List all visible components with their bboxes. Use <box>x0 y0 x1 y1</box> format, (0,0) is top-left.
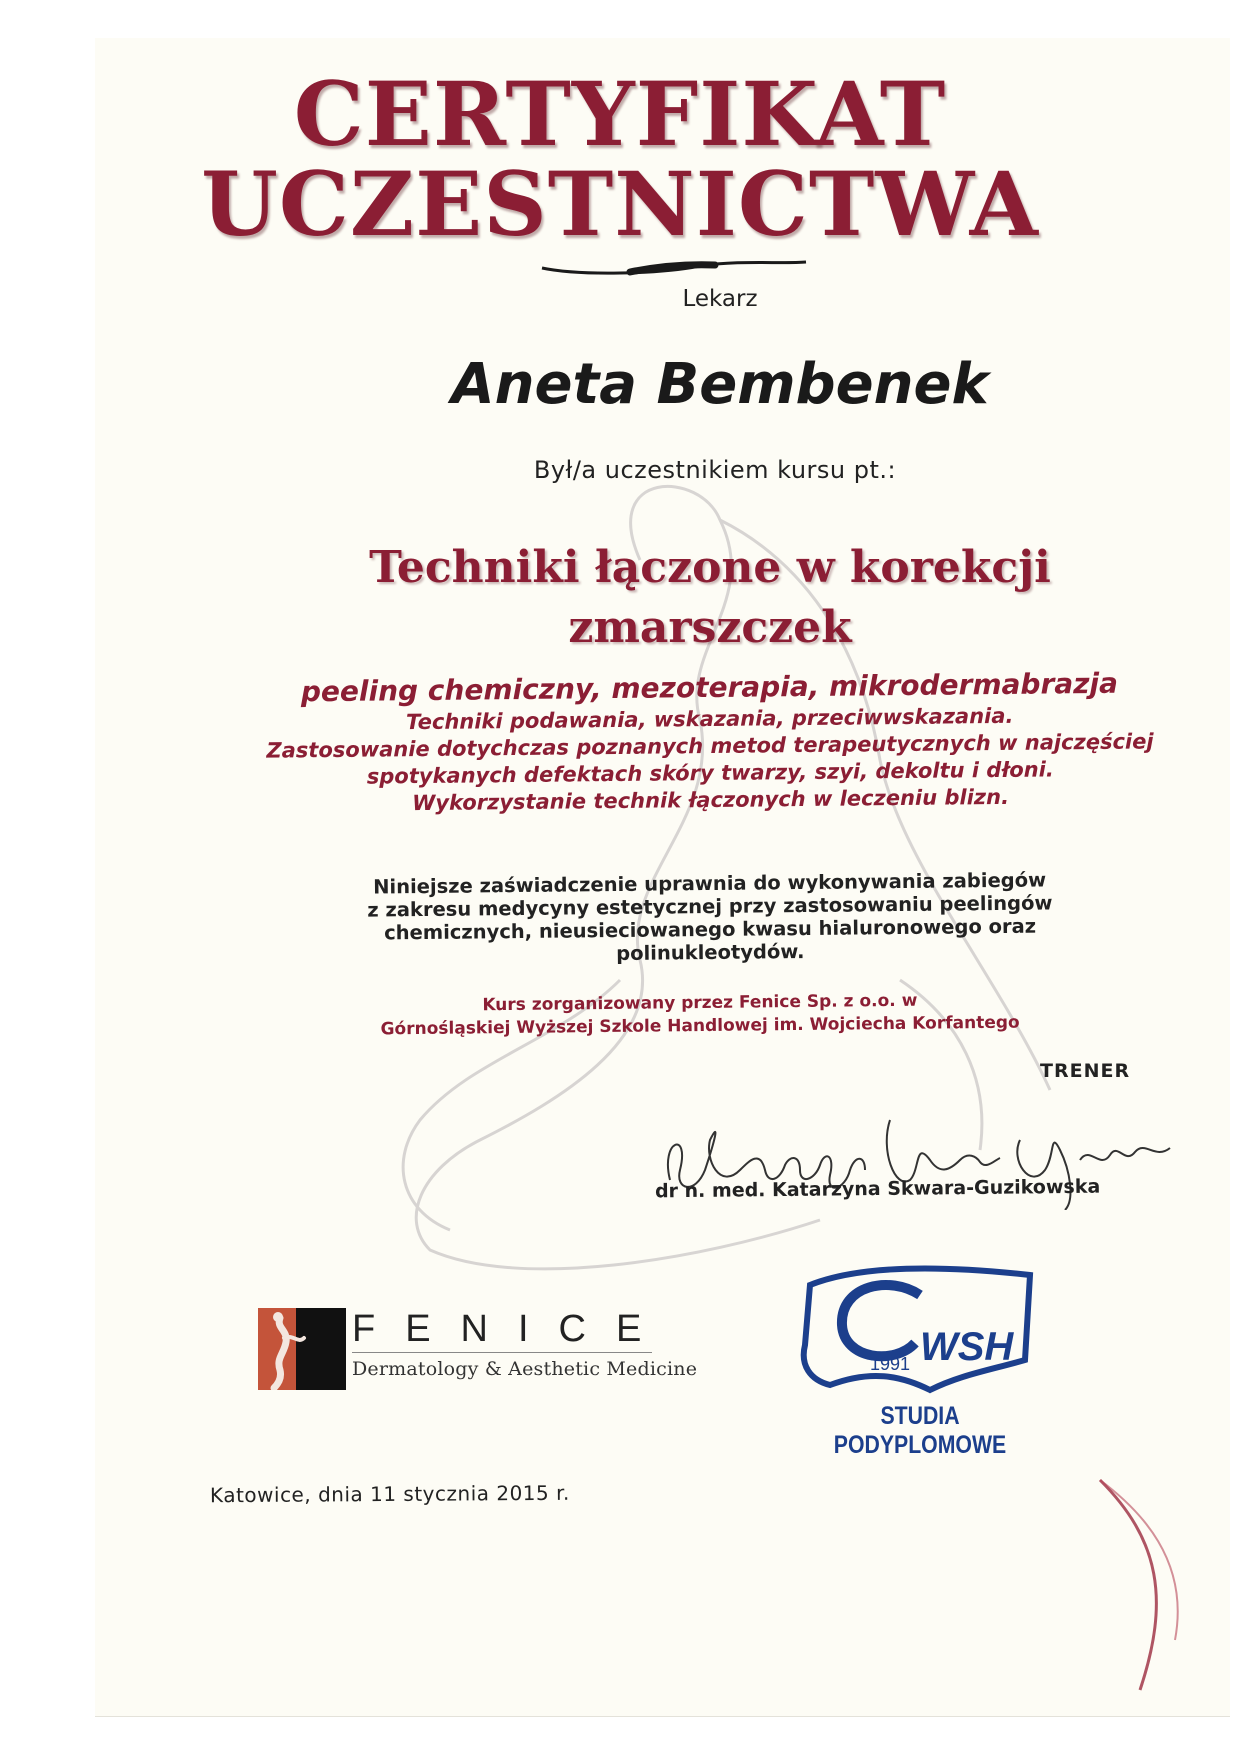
organizer-line2: Górnośląskiej Wyższej Szkole Handlowej im. Wojciecha Korfantego <box>380 1012 1020 1040</box>
certificate-title-line2: UCZESTNICTWA <box>201 152 1039 256</box>
participant-role: Lekarz <box>682 286 758 312</box>
title-divider <box>540 256 810 280</box>
topics-line: Techniki podawania, wskazania, przeciwwskazania. <box>405 703 1014 735</box>
topics-main: peeling chemiczny, mezoterapia, mikrodermabrazja <box>300 666 1119 709</box>
issue-date-place: Katowice, dnia 11 stycznia 2015 r. <box>209 1480 570 1508</box>
topics-line: spotykanych defektach skóry twarzy, szyi, dekoltu i dłoni. <box>366 757 1054 789</box>
fenice-logo-name: FENICE <box>352 1308 672 1350</box>
certificate-title-line1: CERTYFIKAT <box>293 62 947 166</box>
attended-text: Był/a uczestnikiem kursu pt.: <box>533 456 897 484</box>
topics-line: Zastosowanie dotychczas poznanych metod terapeutycznych w najczęściej <box>266 729 1154 763</box>
entitlement-line: z zakresu medycyny estetycznej przy zastosowaniu peelingów <box>367 891 1053 922</box>
entitlement-line: Niniejsze zaświadczenie uprawnia do wykonywania zabiegów <box>373 868 1047 899</box>
wsh-logo-year: 1991 <box>870 1354 911 1374</box>
wsh-logo-icon <box>800 1265 1040 1395</box>
organizer-line1: Kurs zorganizowany przez Fenice Sp. z o.o. w <box>482 990 918 1016</box>
course-topics <box>239 665 1180 819</box>
organizer-text <box>300 988 1100 1042</box>
course-title-line1: Techniki łączone w korekcji <box>369 542 1051 593</box>
entitlement-text <box>320 868 1101 968</box>
participant-name: Aneta Bembenek <box>451 352 989 417</box>
entitlement-line: polinukleotydów. <box>616 940 805 965</box>
trainer-label: TRENER <box>1040 1060 1131 1082</box>
topics-line: Wykorzystanie technik łączonych w leczeniu blizn. <box>412 784 1010 816</box>
trainer-name: dr n. med. Katarzyna Skwara-Guzikowska <box>654 1175 1101 1203</box>
fenice-logo-subtitle: Dermatology & Aesthetic Medicine <box>352 1358 698 1380</box>
wsh-logo-subtitle: STUDIA PODYPLOMOWE <box>833 1402 1007 1459</box>
fenice-logo-icon <box>258 1308 346 1390</box>
wsh-logo-letters: WSH <box>920 1325 1014 1369</box>
entitlement-line: chemicznych, nieusieciowanego kwasu hialuronowego oraz <box>384 914 1037 945</box>
fenice-logo-rule <box>352 1352 652 1353</box>
course-title-line2: zmarszczek <box>568 602 852 653</box>
